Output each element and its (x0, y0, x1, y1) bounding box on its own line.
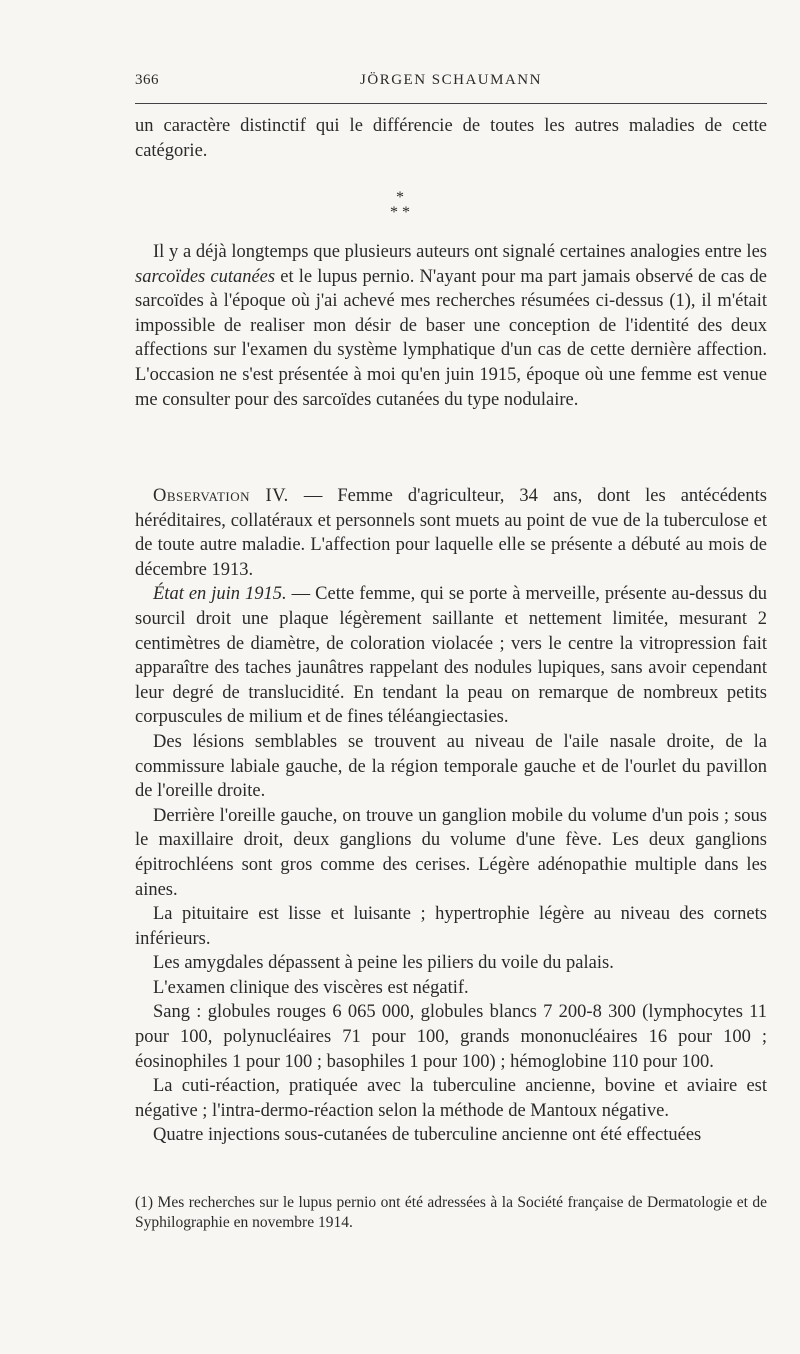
intro-text-1: Il y a déjà longtemps que plusieurs auteurs ont signalé certaines analogies entre les (153, 242, 767, 262)
separator-asterisks-bottom: * * (390, 204, 410, 221)
observation-paragraph-1 (135, 484, 767, 582)
observation-text-2: — Cette femme, qui se porte à merveille, présente au-dessus du sourcil droit une plaque légèrement saillante et nettement limitée, mesurant 2 centimètres de diamètre, de coloration violacée ; vers le centre la vitropression fait apparaître des taches jaunâtres rappelant des nodules lupiques, sans avoir cependant leur degré de translucidité. En tendant la peau on remarque de nombreux petits corpuscules de milium et de fines téléangiectasies. (135, 584, 767, 728)
observation-label: Observation IV. (153, 486, 289, 506)
header-rule (135, 103, 767, 104)
observation-paragraph-10: Quatre injections sous-cutanées de tuberculine ancienne ont été effectuées (153, 1125, 702, 1146)
footnote-text: (1) Mes recherches sur le lupus pernio ont été adressées à la Société française de Dermatologie et de Syphilographie en novembre 1914. (135, 1194, 767, 1231)
paragraph-continuation: un caractère distinctif qui le différencie de toutes les autres maladies de cette catégorie. (135, 116, 767, 161)
state-label: État en juin 1915. (153, 584, 287, 605)
page-number: 366 (135, 72, 159, 88)
paragraph-intro (135, 240, 767, 412)
running-header (135, 72, 767, 94)
observation-paragraph-6: Les amygdales dépassent à peine les piliers du voile du palais. (153, 953, 614, 974)
footnote (135, 1193, 767, 1233)
observation-paragraph-8: Sang : globules rouges 6 065 000, globules blancs 7 200-8 300 (lymphocytes 11 pour 100, polynucléaires 71 pour 100, grands mononucléaires 16 pour 100 ; éosinophiles 1 pour 100 ; basophiles 1 pour 100) ; hémoglobine 110 pour 100. (135, 1002, 767, 1072)
separator-asterisk-top: * (396, 189, 404, 206)
observation-paragraph-9: La cuti-réaction, pratiquée avec la tuberculine ancienne, bovine et aviaire est négative ; l'intra-dermo-réaction selon la méthode de Mantoux négative. (135, 1076, 767, 1121)
text-block-intro (135, 240, 767, 412)
observation-paragraph-7: L'examen clinique des viscères est négatif. (153, 977, 469, 998)
observation-paragraph-3: Des lésions semblables se trouvent au niveau de l'aile nasale droite, de la commissure labiale gauche, de la région temporale gauche et de l'ourlet du pavillon de l'oreille droite. (135, 731, 767, 802)
observation-paragraph-2 (135, 582, 767, 730)
running-title: JÖRGEN SCHAUMANN (360, 72, 542, 88)
text-block-continuation (135, 114, 767, 163)
text-block-observation (135, 484, 767, 1148)
observation-paragraph-4: Derrière l'oreille gauche, on trouve un ganglion mobile du volume d'un pois ; sous le maxillaire droit, deux ganglions du volume d'une fève. Les deux ganglions épitrochléens sont gros comme des cerises. Légère adénopathie multiple dans les aines. (135, 805, 767, 900)
observation-paragraph-5: La pituitaire est lisse et luisante ; hypertrophie légère au niveau des cornets inférieurs. (135, 904, 767, 949)
observation-text-1: — Femme d'agriculteur, 34 ans, dont les antécédents héréditaires, collatéraux et personnels sont muets au point de vue de la tuberculose et de toute autre maladie. L'affection pour laquelle elle se présente a débuté au mois de décembre 1913. (135, 486, 767, 580)
intro-italic-term: sarcoïdes cutanées (135, 266, 276, 287)
intro-text-2: et le lupus pernio. N'ayant pour ma part jamais observé de cas de sarcoïdes à l'époque où j'ai achevé mes recherches résumées ci-dessus (1), il m'était impossible de realiser mon désir de baser une conception de l'identité des deux affections sur l'examen du système lymphatique d'un cas de cette dernière affection. L'occasion ne s'est présentée à moi qu'en juin 1915, époque où une femme est venue me consulter pour des sarcoïdes cutanées du type nodulaire. (135, 266, 767, 410)
